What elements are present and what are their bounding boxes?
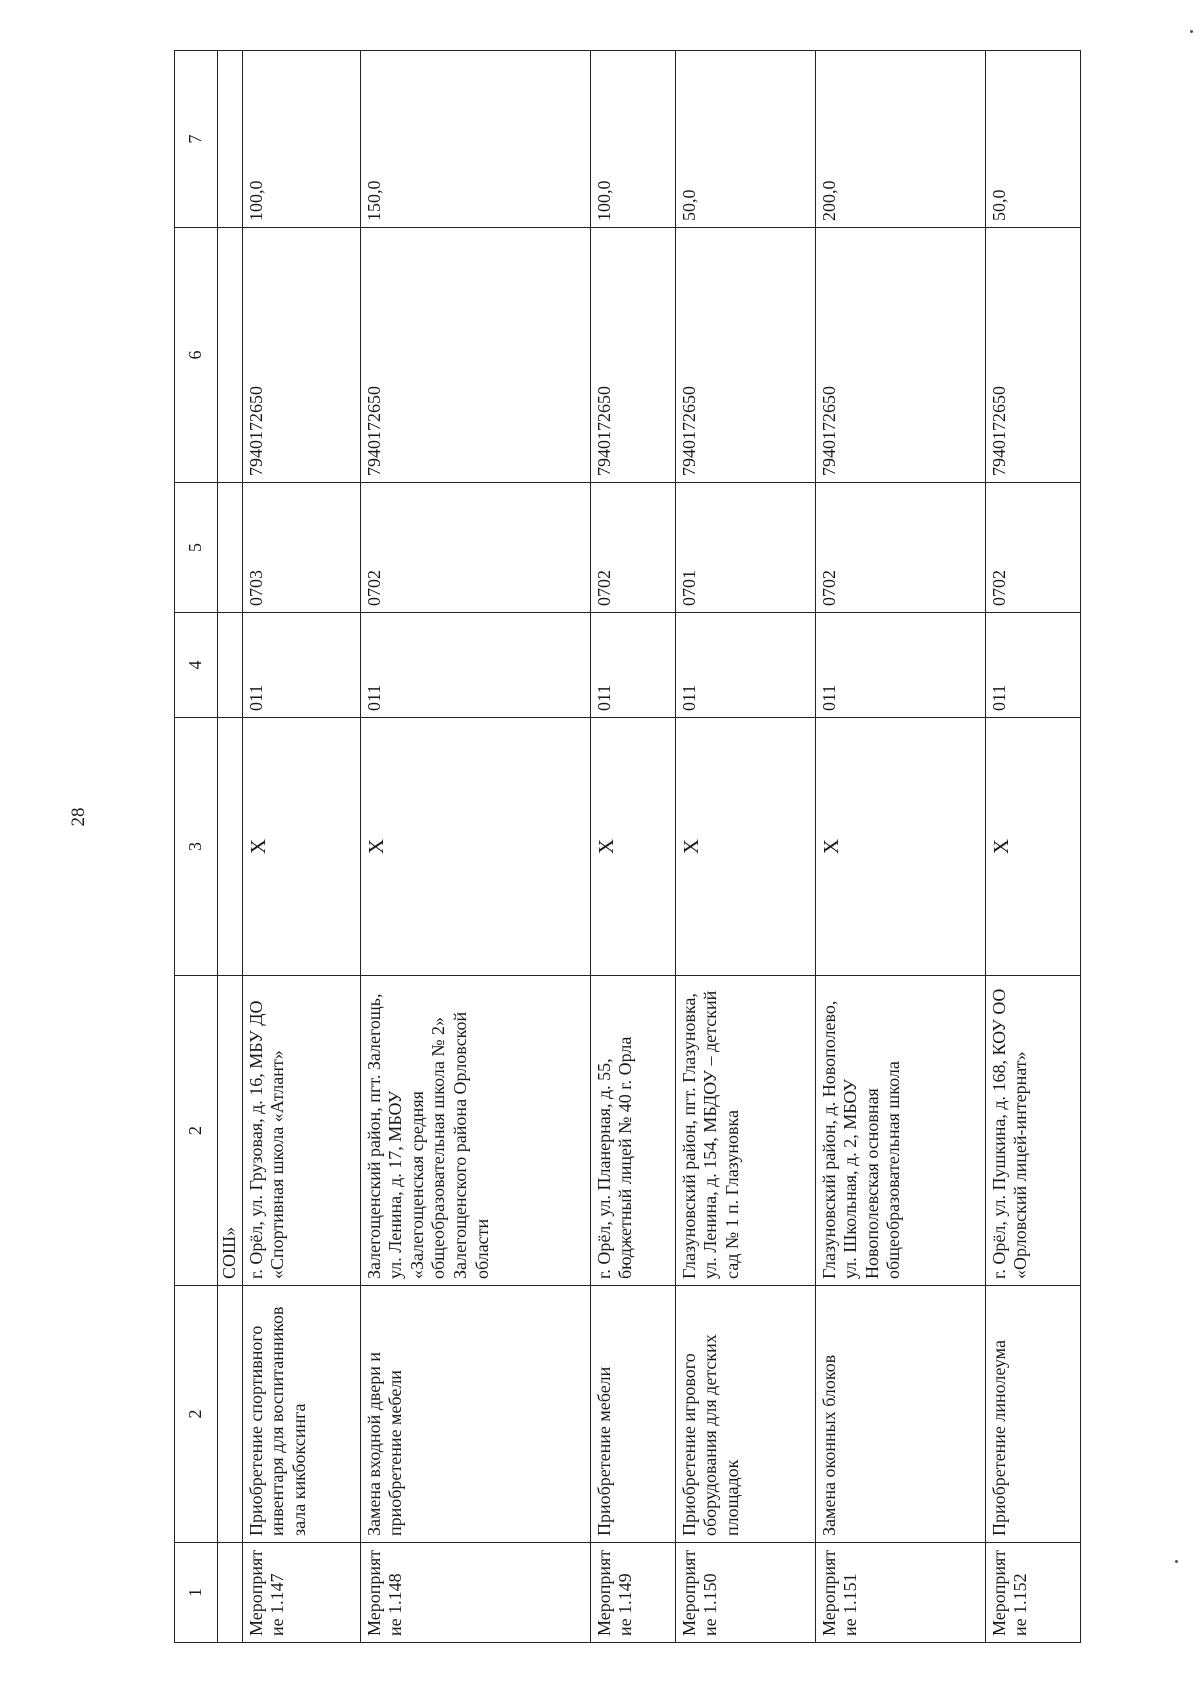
- row-id: Мероприятие 1.148: [360, 1543, 590, 1643]
- row-amount: 150,0: [360, 51, 590, 228]
- row-name: Приобретение спортивного инвентаря для воспитанников зала кикбоксинга: [242, 1286, 360, 1543]
- row-amount: 100,0: [590, 51, 675, 228]
- budget-table: [174, 50, 1081, 1643]
- table-row: [360, 51, 590, 1643]
- row-location: г. Орёл, ул. Планерная, д. 55, бюджетный лицей № 40 г. Орла: [590, 976, 675, 1286]
- row-mark: Х: [985, 718, 1080, 976]
- header-col3: 3: [175, 718, 218, 976]
- row-mark: Х: [675, 718, 815, 976]
- table-row: [815, 51, 985, 1643]
- row-amount: 50,0: [985, 51, 1080, 228]
- row-section: 0701: [675, 483, 815, 613]
- cont-col3: [218, 718, 243, 976]
- header-col5: 5: [175, 483, 218, 613]
- row-section: 0703: [242, 483, 360, 613]
- cont-col6: [218, 228, 243, 483]
- cont-col4: [218, 613, 243, 718]
- row-code: 011: [675, 613, 815, 718]
- table-row: [590, 51, 675, 1643]
- header-col6: 6: [175, 228, 218, 483]
- row-amount: 100,0: [242, 51, 360, 228]
- row-id: Мероприятие 1.147: [242, 1543, 360, 1643]
- table-row: [242, 51, 360, 1643]
- cont-col5: [218, 483, 243, 613]
- row-code: 011: [242, 613, 360, 718]
- row-mark: Х: [590, 718, 675, 976]
- row-name: Замена оконных блоков: [815, 1286, 985, 1543]
- row-id: Мероприятие 1.149: [590, 1543, 675, 1643]
- table-row: [675, 51, 815, 1643]
- cont-col1: [218, 1543, 243, 1643]
- header-row: [175, 51, 218, 1643]
- row-section: 0702: [815, 483, 985, 613]
- cont-col7: [218, 51, 243, 228]
- header-col4: 4: [175, 613, 218, 718]
- row-location: г. Орёл, ул. Пушкина, д. 168, КОУ ОО «Орловский лицей-интернат»: [985, 976, 1080, 1286]
- row-name: Приобретение игрового оборудования для детских площадок: [675, 1286, 815, 1543]
- row-target: 7940172650: [242, 228, 360, 483]
- row-location: Глазуновский район, д. Новополево, ул. Школьная, д. 2, МБОУ Новополевская основная общеобразовательная школа: [815, 976, 985, 1286]
- row-code: 011: [590, 613, 675, 718]
- row-name: Приобретение мебели: [590, 1286, 675, 1543]
- cont-col2: СОШ»: [218, 976, 243, 1286]
- header-col2: 2: [175, 976, 218, 1286]
- scan-speck: [1190, 30, 1193, 33]
- row-location: г. Орёл, ул. Грузовая, д. 16, МБУ ДО «Спортивная школа «Атлант»: [242, 976, 360, 1286]
- row-amount: 50,0: [675, 51, 815, 228]
- row-section: 0702: [360, 483, 590, 613]
- row-code: 011: [985, 613, 1080, 718]
- row-amount: 200,0: [815, 51, 985, 228]
- row-section: 0702: [985, 483, 1080, 613]
- row-id: Мероприятие 1.150: [675, 1543, 815, 1643]
- page-number: 28: [68, 807, 89, 827]
- row-target: 7940172650: [815, 228, 985, 483]
- row-mark: Х: [242, 718, 360, 976]
- scan-speck: [1175, 1560, 1178, 1563]
- cont-col-name: [218, 1286, 243, 1543]
- header-col7: 7: [175, 51, 218, 228]
- row-mark: Х: [360, 718, 590, 976]
- row-code: 011: [360, 613, 590, 718]
- row-id: Мероприятие 1.152: [985, 1543, 1080, 1643]
- row-code: 011: [815, 613, 985, 718]
- row-target: 7940172650: [985, 228, 1080, 483]
- row-section: 0702: [590, 483, 675, 613]
- header-col-name: 2: [175, 1286, 218, 1543]
- row-target: 7940172650: [590, 228, 675, 483]
- table-stage: [174, 51, 1124, 1643]
- header-col1: 1: [175, 1543, 218, 1643]
- table-row: [985, 51, 1080, 1643]
- row-name: Замена входной двери и приобретение мебели: [360, 1286, 590, 1543]
- row-mark: Х: [815, 718, 985, 976]
- continuation-row: [218, 51, 243, 1643]
- row-location: Залегощенский район, пгт. Залегощь, ул. Ленина, д. 17, МБОУ «Залегощенская средняя общеобразовательная школа № 2» Залегощенского района Орловской области: [360, 976, 590, 1286]
- row-target: 7940172650: [360, 228, 590, 483]
- row-target: 7940172650: [675, 228, 815, 483]
- row-location: Глазуновский район, пгт. Глазуновка, ул. Ленина, д. 154, МБДОУ – детский сад № 1 п. Глазуновка: [675, 976, 815, 1286]
- row-id: Мероприятие 1.151: [815, 1543, 985, 1643]
- row-name: Приобретение линолеума: [985, 1286, 1080, 1543]
